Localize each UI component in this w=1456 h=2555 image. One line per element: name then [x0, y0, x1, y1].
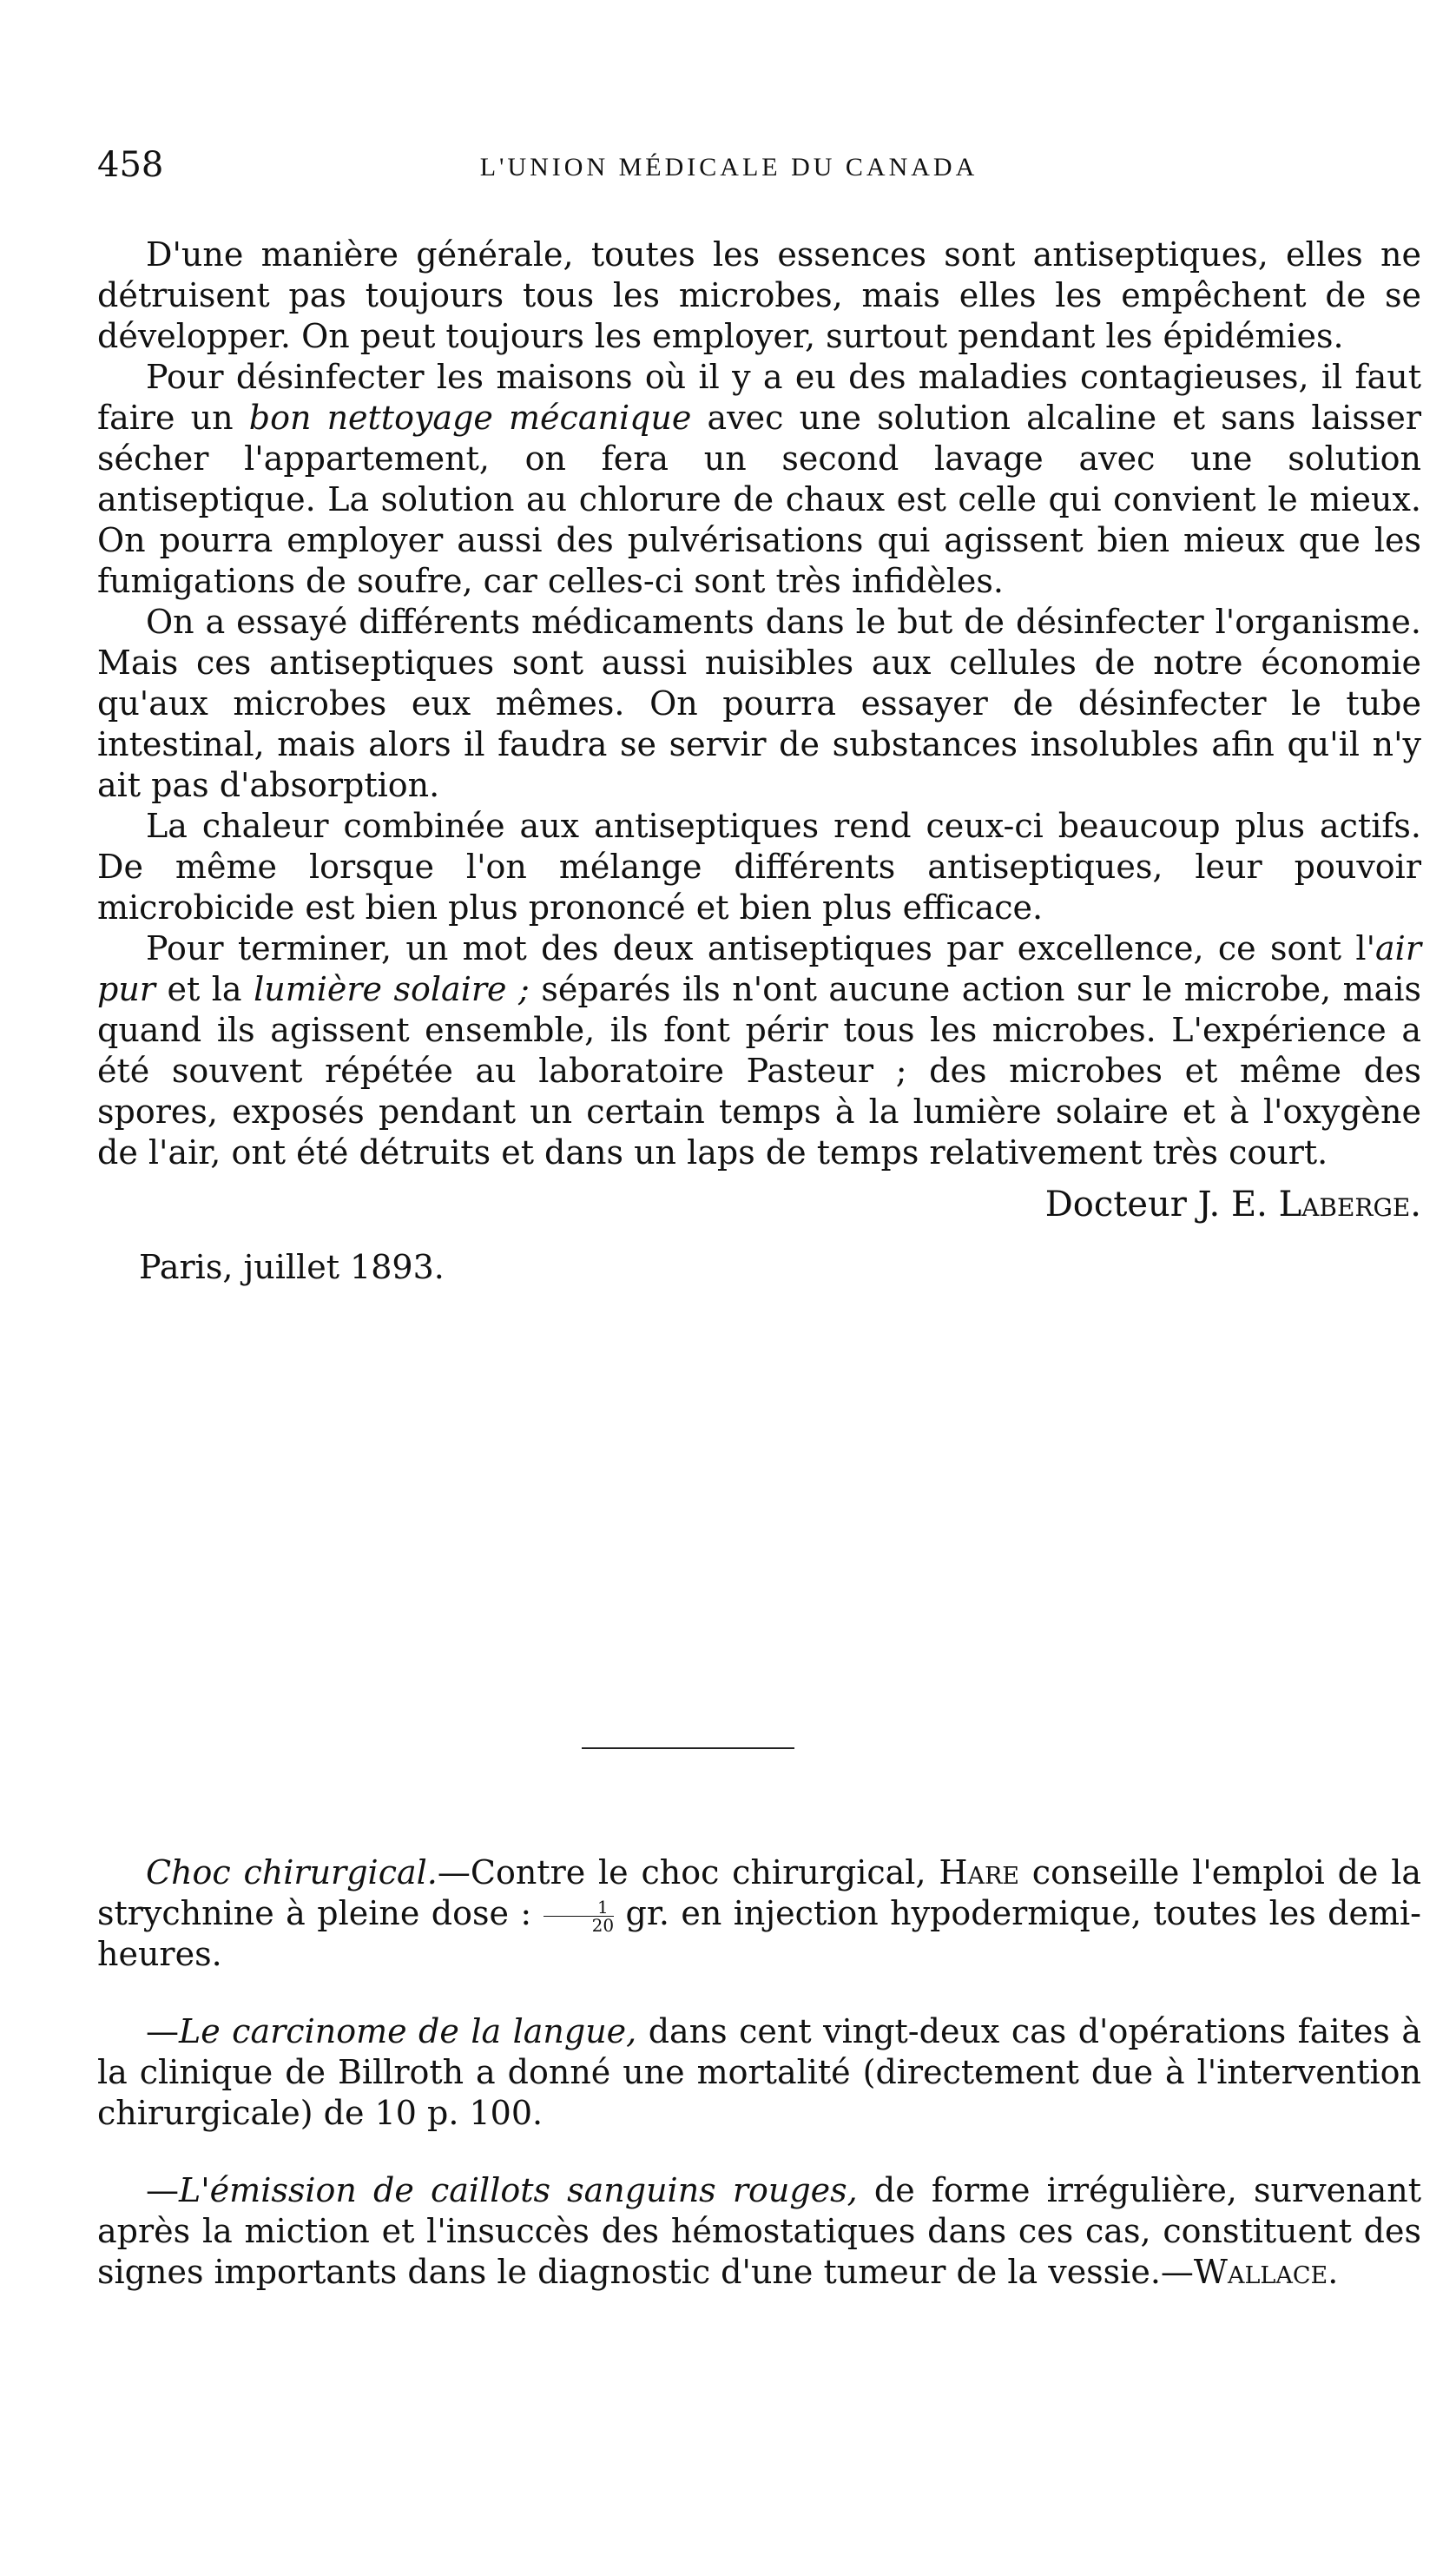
- italic-phrase: bon nettoyage mécanique: [248, 399, 692, 437]
- note-text: —Contre le choc chirurgical,: [437, 1853, 939, 1891]
- author-signature: [97, 1182, 1421, 1227]
- paragraph-organism: On a essayé différents médicaments dans le but de désinfecter l'organisme. Mais ces antiseptiques sont aussi nuisibles aux cellules de notre économie qu'aux microbes eux mêmes. On pourra essayer de désinfecter le tube intestinal, mais alors il faudra se servir de substances insolubles afin qu'il n'y ait pas d'absorption.: [97, 603, 1421, 804]
- note-text: conseille l'emploi de la strychnine à pleine dose :: [97, 1853, 1422, 1932]
- dateline: Paris, juillet 1893.: [139, 1248, 445, 1286]
- signature-prefix: Docteur J. E.: [1044, 1185, 1279, 1225]
- paragraph-text: et la: [155, 970, 254, 1008]
- paragraph-conclusion: [97, 928, 1421, 1173]
- page-header: [97, 145, 1360, 200]
- paragraph-essences: D'une manière générale, toutes les essences sont antiseptiques, elles ne détruisent pas toujours tous les microbes, mais elles les empêchent de se développer. On peut toujours les employer, surtout pendant les épidémies.: [97, 235, 1421, 355]
- note-dash: —: [146, 2012, 179, 2050]
- paragraph-text: séparés ils n'ont aucune action sur le microbe, mais quand ils agissent ensemble, ils font périr tous les microbes. L'expérience a été souvent répétée au laboratoire Pasteur ; des microbes et même des spores, exposés pendant un certain temps à la lumière solaire et à l'oxygène de l'air, ont été détruits et dans un laps de temps relativement très court.: [97, 970, 1421, 1172]
- signature-name: Laberge.: [1278, 1185, 1421, 1225]
- note-text: gr. en injection hypodermique, toutes les demi-heures.: [97, 1894, 1421, 1973]
- note-title: Choc chirurgical.: [146, 1853, 438, 1891]
- paragraph-text: Pour terminer, un mot des deux antiseptiques par excellence, ce sont l': [146, 929, 1376, 967]
- note-text: de forme irrégulière, survenant après la miction et l'insuccès des hémostatiques dans ces cas, constituent des signes importants dans le diagnostic d'une tumeur de la vessie.—: [97, 2171, 1421, 2291]
- paragraph-text: avec une solution alcaline et sans laisser sécher l'appartement, on fera un second lavage avec une solution antiseptique. La solution au chlorure de chaux est celle qui convient le mieux. On pourra employer aussi des pulvérisations qui agissent bien mieux que les fumigations de soufre, car celles-ci sont très infidèles.: [97, 399, 1421, 600]
- note-title: L'émission de caillots sanguins rouges,: [179, 2171, 858, 2209]
- italic-phrase: air pur: [97, 929, 1421, 1008]
- note-author: Wallace.: [1193, 2253, 1339, 2291]
- note-surgical-shock: [97, 1852, 1421, 1975]
- dose-fraction: [544, 1898, 614, 1934]
- running-title: L'UNION MÉDICALE DU CANADA: [479, 153, 978, 182]
- fraction-denominator: 20: [591, 1915, 615, 1936]
- fraction-numerator: 1: [544, 1898, 614, 1917]
- note-title: Le carcinome de la langue,: [179, 2012, 637, 2050]
- italic-phrase: lumière solaire ;: [254, 970, 530, 1008]
- note-text: dans cent vingt-deux cas d'opérations faites à la clinique de Billroth a donné une mortalité (directement due à l'intervention chirurgicale) de 10 p. 100.: [97, 2012, 1421, 2132]
- note-tongue-carcinoma: [97, 2011, 1421, 2134]
- note-dash: —: [146, 2171, 179, 2209]
- section-divider: [582, 1747, 794, 1749]
- note-author: Hare: [939, 1853, 1020, 1891]
- paragraph-text: Pour désinfecter les maisons où il y a eu des maladies contagieuses, il faut faire un: [97, 358, 1421, 437]
- paragraph-heat: La chaleur combinée aux antiseptiques rend ceux-ci beaucoup plus actifs. De même lorsque l'on mélange différents antiseptiques, leur pouvoir microbicide est bien plus prononcé et bien plus efficace.: [97, 807, 1421, 927]
- article-body: [97, 234, 1421, 1290]
- paragraph-disinfection-houses: [97, 357, 1421, 602]
- note-blood-clots: [97, 2170, 1421, 2293]
- page-number: 458: [97, 145, 164, 185]
- notes-section: [97, 1852, 1421, 2329]
